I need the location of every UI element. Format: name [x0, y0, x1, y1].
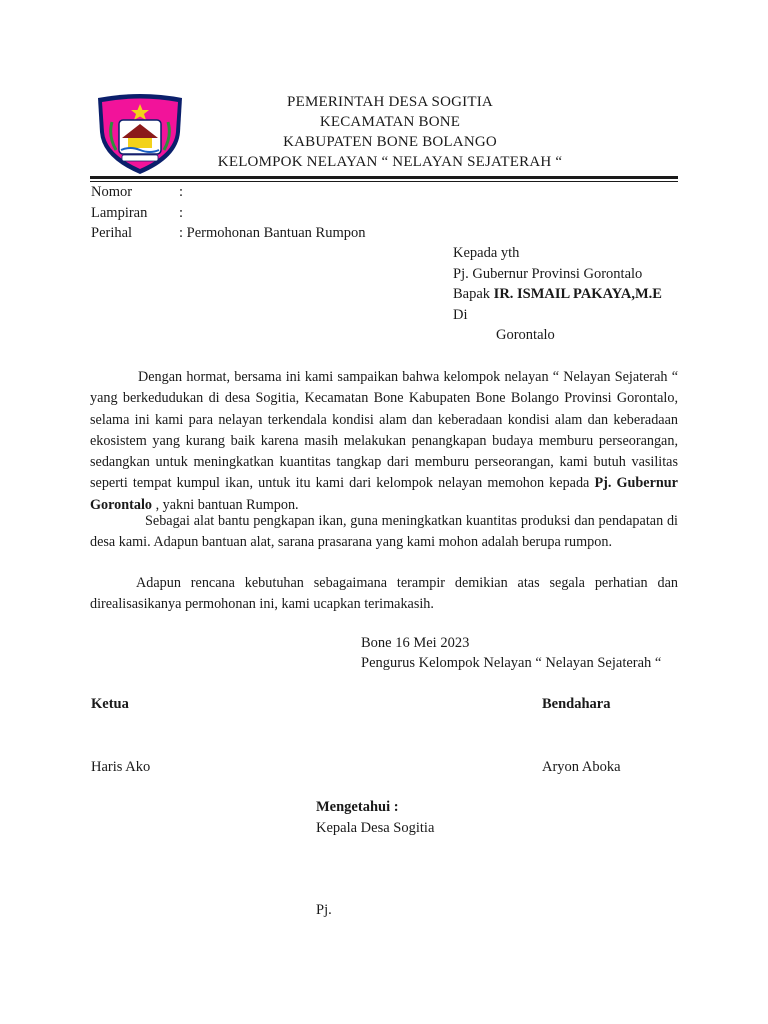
bendahara-name: Aryon Aboka: [542, 759, 621, 775]
header-rule-thick: [90, 176, 678, 179]
kepala-desa-title: Kepala Desa Sogitia: [316, 820, 435, 836]
header-line-2: KECAMATAN BONE: [319, 114, 461, 130]
recipient-line-4: Di: [453, 307, 468, 323]
header-line-1: PEMERINTAH DESA SOGITIA: [287, 94, 493, 110]
regency-shield-emblem-icon: [94, 92, 186, 176]
closing-org: Pengurus Kelompok Nelayan “ Nelayan Sejaterah “: [361, 655, 662, 671]
body-paragraph-2: Sebagai alat bantu pengkapan ikan, guna meningkatkan kuantitas produksi dan pendapatan di desa kami. Adapun bantuan alat, sarana prasarana yang kami mohon adalah berupa rumpon.: [90, 513, 678, 551]
recipient-name: IR. ISMAIL PAKAYA,M.E: [493, 286, 662, 302]
nomor-label: Nomor: [91, 184, 133, 200]
ketua-name: Haris Ako: [91, 759, 151, 775]
recipient-line-2: Pj. Gubernur Provinsi Gorontalo: [453, 266, 643, 282]
perihal-label: Perihal: [91, 225, 133, 241]
ketua-title: Ketua: [91, 696, 129, 712]
lampiran-value: :: [179, 205, 184, 221]
body-bold-governor: Pj. Gubernur Gorontalo: [90, 475, 678, 513]
mengetahui-label: Mengetahui :: [316, 799, 399, 815]
nomor-value: :: [179, 184, 184, 200]
lampiran-label: Lampiran: [91, 205, 148, 221]
place-date: Bone 16 Mei 2023: [361, 635, 470, 651]
header-rule-thin: [90, 181, 678, 182]
pj-signature: Pj.: [316, 902, 332, 918]
bendahara-title: Bendahara: [542, 696, 611, 712]
body-paragraph-3: Adapun rencana kebutuhan sebagaimana terampir demikian atas segala perhatian dan direalisasikanya permohonan ini, kami ucapkan terimakasih.: [90, 575, 678, 613]
header-line-4: KELOMPOK NELAYAN “ NELAYAN SEJATERAH “: [217, 154, 563, 170]
perihal-value: : Permohonan Bantuan Rumpon: [179, 225, 366, 241]
header-line-3: KABUPATEN BONE BOLANGO: [283, 134, 497, 150]
body-paragraph-1: Dengan hormat, bersama ini kami sampaikan bahwa kelompok nelayan “ Nelayan Sejaterah “ yang berkedudukan di desa Sogitia, Kecamatan Bone Kabupaten Bone Bolango Provinsi Gorontalo, selama ini kami para nelayan terkendala kondisi alam dan keberadaan kondisi alam dan keberadaan ekosistem yang kurang baik karena masih melakukan penangkapan budaya memburu perseorangan, sedangkan untuk meningkatkan kuantitas tangkap dari memburu perseorangan, kami butuh vasilitas seperti tempat kumpul ikan, untuk itu kami dari kelompok nelayan memohon kepada Pj. Gubernur Gorontalo , yakni bantuan Rumpon.: [90, 369, 678, 513]
recipient-line-3: Bapak IR. ISMAIL PAKAYA,M.E: [453, 286, 662, 302]
recipient-line-5: Gorontalo: [496, 327, 555, 343]
recipient-line-1: Kepada yth: [453, 245, 520, 261]
